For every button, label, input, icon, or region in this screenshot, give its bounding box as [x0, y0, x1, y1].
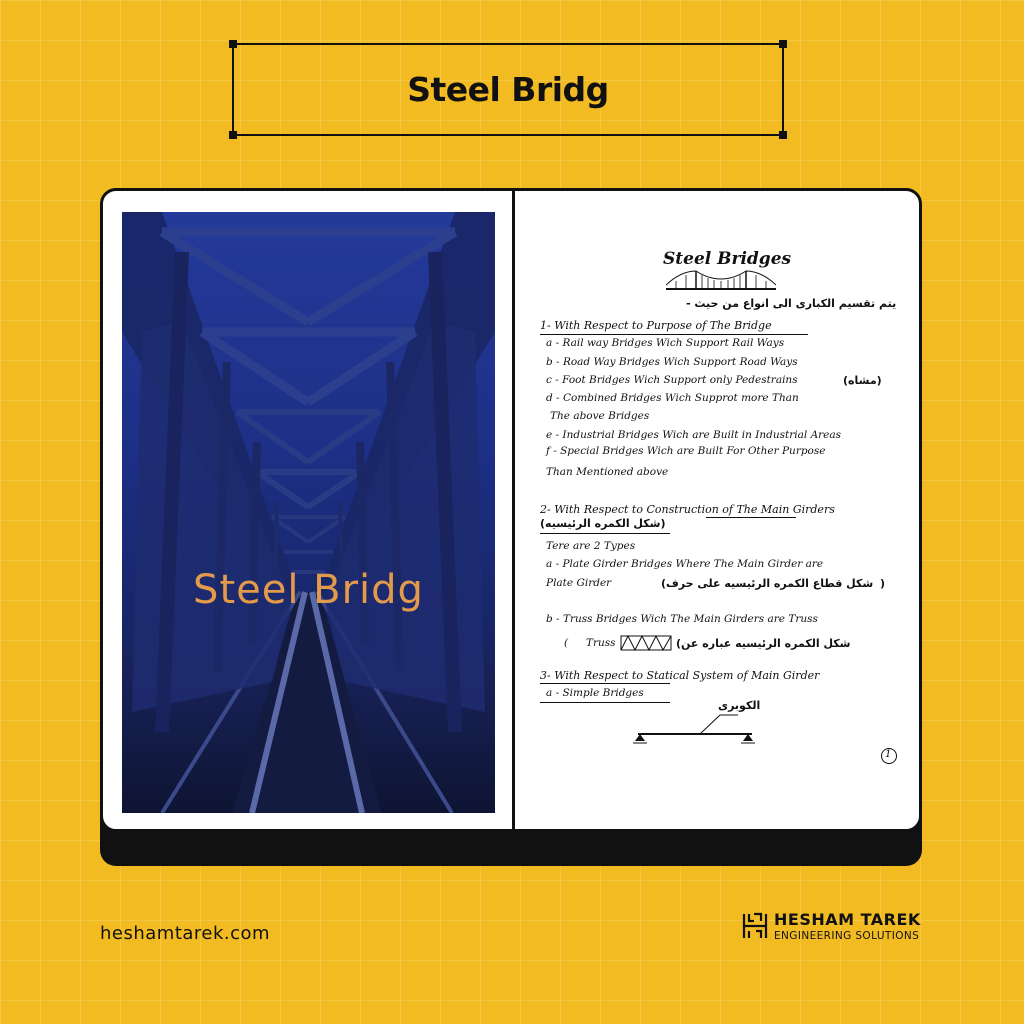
book-cover — [122, 212, 495, 813]
paren: ( — [564, 637, 569, 649]
section-1-heading: 1- With Respect to Purpose of The Bridge — [540, 319, 772, 332]
frame-corner — [229, 40, 237, 48]
notes-page — [518, 191, 922, 829]
section-3-heading: 3- With Respect to Statical System of Main Girder — [540, 669, 820, 682]
list-item: a - Rail way Bridges Wich Support Rail Ways — [546, 337, 785, 349]
page-number: 1 — [885, 749, 892, 760]
underline — [706, 517, 796, 518]
underline — [540, 334, 808, 335]
bridge-label-arabic: الكوبرى — [718, 699, 761, 712]
brand-name: HESHAM TAREK — [774, 910, 921, 929]
brand-logo-block — [742, 910, 942, 944]
section-2-heading: 2- With Respect to Construction of The Main Girders — [540, 503, 835, 516]
simple-beam-sketch-icon — [630, 707, 760, 747]
list-item: Than Mentioned above — [546, 466, 669, 478]
website-link[interactable]: heshamtarek.com — [100, 923, 271, 944]
open-book — [100, 188, 922, 832]
list-item: Plate Girder — [546, 577, 612, 589]
list-item: c - Foot Bridges Wich Support only Pedestrains — [546, 374, 798, 386]
list-item: e - Industrial Bridges Wich are Built in Industrial Areas — [546, 429, 842, 441]
underline — [540, 533, 670, 534]
truss-sketch-icon — [620, 635, 672, 651]
list-item: f - Special Bridges Wich are Built For Other Purpose — [546, 445, 826, 457]
intro-arabic: - يتم تقسيم الكبارى الى انواع من حيث — [686, 297, 897, 310]
underline — [540, 683, 670, 684]
cover-title: Steel Bridg — [193, 567, 424, 613]
list-item: The above Bridges — [550, 410, 650, 422]
frame-corner — [779, 131, 787, 139]
notes-title: Steel Bridges — [663, 249, 792, 269]
list-item: b - Truss Bridges Wich The Main Girders are Truss — [546, 613, 818, 625]
underline — [540, 702, 670, 703]
frame-corner — [229, 131, 237, 139]
section-2-heading-arabic: (شكل الكمره الرئيسيه) — [540, 517, 666, 530]
brand-logo-icon — [742, 912, 768, 940]
list-item-arabic: (شكل قطاع الكمره الرئيسيه على حرف — [661, 577, 874, 590]
list-item-arabic: ) — [880, 577, 886, 590]
brand-tagline: ENGINEERING SOLUTIONS — [774, 930, 920, 942]
list-item: a - Plate Girder Bridges Where The Main Girder are — [546, 558, 824, 570]
list-item: b - Road Way Bridges Wich Support Road Ways — [546, 356, 798, 368]
list-item-arabic: (شكل الكمره الرئيسيه عباره عن — [676, 637, 851, 650]
list-item: d - Combined Bridges Wich Supprot more Than — [546, 392, 799, 404]
bridge-truss-illustration — [122, 212, 495, 813]
title-frame — [232, 43, 784, 136]
book-spine — [512, 191, 515, 829]
list-item: Tere are 2 Types — [546, 540, 636, 552]
list-item: a - Simple Bridges — [546, 687, 644, 699]
list-item-arabic: (مشاه) — [843, 374, 882, 387]
frame-corner — [779, 40, 787, 48]
truss-label: Truss — [586, 637, 616, 649]
suspension-bridge-sketch-icon — [666, 267, 776, 293]
page-title: Steel Bridg — [407, 70, 609, 109]
